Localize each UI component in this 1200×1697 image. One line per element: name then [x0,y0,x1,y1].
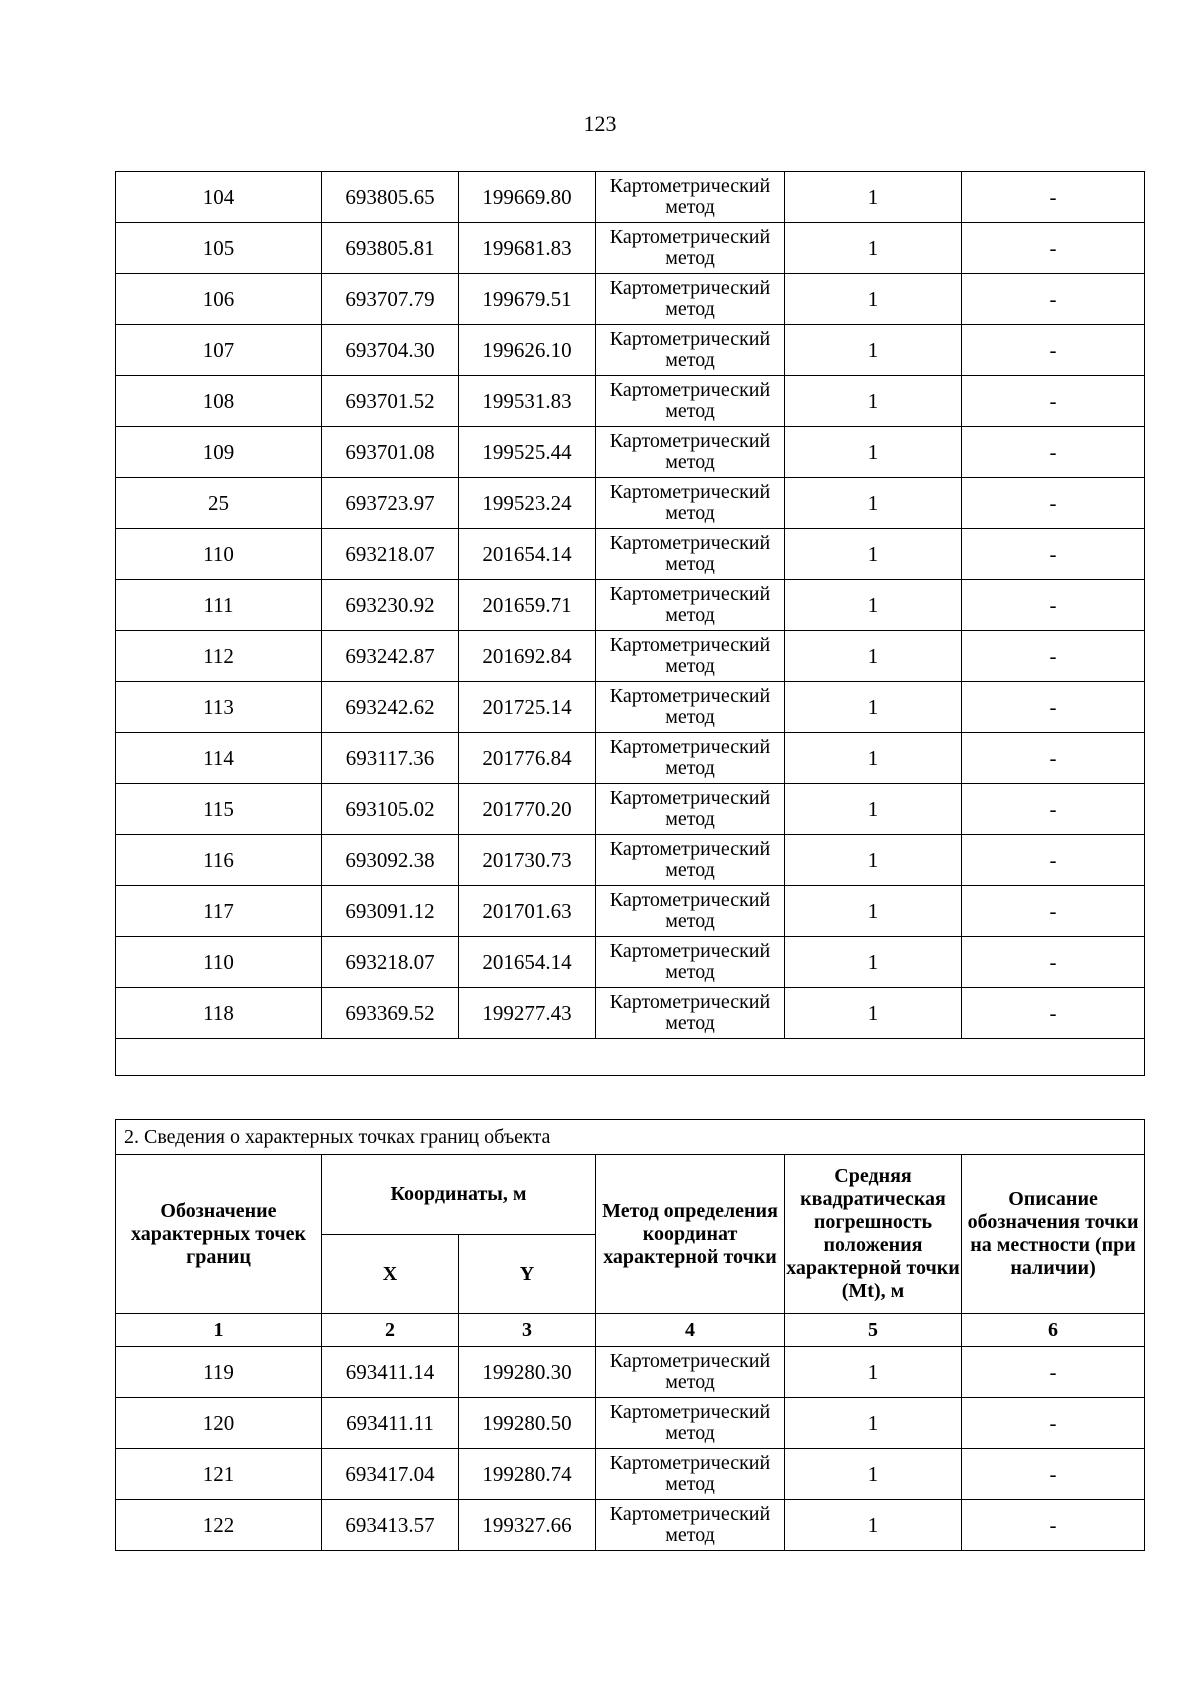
method-line: Картометрический [609,787,771,809]
error-cell: 1 [785,1449,962,1500]
description-cell: - [962,1500,1145,1551]
method-line: метод [665,808,715,830]
x-coordinate-cell: 693723.97 [322,478,459,529]
method-line: метод [665,859,715,881]
point-cell: 104 [116,172,322,223]
method-cell [596,988,785,1039]
y-coordinate-cell: 201776.84 [459,733,596,784]
error-cell: 1 [785,172,962,223]
method-cell [596,1347,785,1398]
description-cell: - [962,988,1145,1039]
method-line: Картометрический [609,1401,771,1423]
method-line: метод [665,400,715,422]
y-coordinate-cell: 201659.71 [459,580,596,631]
x-coordinate-cell: 693701.08 [322,427,459,478]
y-coordinate-cell: 201725.14 [459,682,596,733]
method-line: Картометрический [609,481,771,503]
table-row [116,1449,1145,1500]
method-line: метод [665,1371,715,1393]
y-coordinate-cell: 199280.30 [459,1347,596,1398]
method-cell [596,529,785,580]
method-line: метод [665,553,715,575]
method-line: метод [665,298,715,320]
description-cell: - [962,886,1145,937]
method-line: метод [665,1524,715,1546]
point-cell: 107 [116,325,322,376]
description-cell: - [962,376,1145,427]
method-line: метод [665,961,715,983]
x-coordinate-cell: 693092.38 [322,835,459,886]
column-number: 6 [962,1314,1145,1347]
method-line: Картометрический [609,277,771,299]
method-line: метод [665,757,715,779]
table-row [116,172,1145,223]
method-line: Картометрический [609,940,771,962]
x-coordinate-cell: 693117.36 [322,733,459,784]
method-cell [596,376,785,427]
table-row [116,682,1145,733]
point-cell: 118 [116,988,322,1039]
x-coordinate-cell: 693411.11 [322,1398,459,1449]
table-row [116,325,1145,376]
boundary-points-table [115,1119,1145,1551]
y-coordinate-cell: 199523.24 [459,478,596,529]
header-x: X [322,1235,459,1314]
point-cell: 110 [116,529,322,580]
description-cell: - [962,1449,1145,1500]
description-cell: - [962,478,1145,529]
y-coordinate-cell: 201654.14 [459,529,596,580]
point-cell: 116 [116,835,322,886]
y-coordinate-cell: 199280.50 [459,1398,596,1449]
method-line: Картометрический [609,328,771,350]
description-cell: - [962,784,1145,835]
method-cell [596,733,785,784]
method-line: Картометрический [609,379,771,401]
method-cell [596,1398,785,1449]
boundary-points-table-continued [115,171,1145,1076]
error-cell: 1 [785,988,962,1039]
description-cell: - [962,580,1145,631]
column-number: 4 [596,1314,785,1347]
method-line: метод [665,451,715,473]
error-cell: 1 [785,835,962,886]
description-cell: - [962,1347,1145,1398]
x-coordinate-cell: 693411.14 [322,1347,459,1398]
error-cell: 1 [785,529,962,580]
header-description: Описание обозначения точки на местности (при наличии) [962,1155,1145,1314]
table-row [116,937,1145,988]
table1-body [116,172,1145,1039]
method-cell [596,223,785,274]
method-cell [596,1449,785,1500]
error-cell: 1 [785,1398,962,1449]
method-cell [596,325,785,376]
table-row [116,835,1145,886]
table-row [116,886,1145,937]
method-cell [596,274,785,325]
column-number: 5 [785,1314,962,1347]
error-cell: 1 [785,325,962,376]
error-cell: 1 [785,478,962,529]
x-coordinate-cell: 693105.02 [322,784,459,835]
description-cell: - [962,223,1145,274]
header-y: Y [459,1235,596,1314]
method-line: метод [665,655,715,677]
point-cell: 110 [116,937,322,988]
error-cell: 1 [785,580,962,631]
point-cell: 106 [116,274,322,325]
method-line: Картометрический [609,583,771,605]
x-coordinate-cell: 693242.87 [322,631,459,682]
empty-cell [116,1039,1145,1076]
x-coordinate-cell: 693805.65 [322,172,459,223]
point-cell: 113 [116,682,322,733]
y-coordinate-cell: 201770.20 [459,784,596,835]
header-error: Средняя квадратическая погрешность положения характерной точки (Mt), м [785,1155,962,1314]
method-cell [596,682,785,733]
method-line: Картометрический [609,1503,771,1525]
header-method: Метод определения координат характерной точки [596,1155,785,1314]
description-cell: - [962,682,1145,733]
error-cell: 1 [785,1347,962,1398]
point-cell: 25 [116,478,322,529]
table-row [116,274,1145,325]
y-coordinate-cell: 201701.63 [459,886,596,937]
method-line: Картометрический [609,532,771,554]
method-line: Картометрический [609,991,771,1013]
y-coordinate-cell: 201692.84 [459,631,596,682]
method-line: Картометрический [609,1452,771,1474]
description-cell: - [962,937,1145,988]
description-cell: - [962,325,1145,376]
x-coordinate-cell: 693369.52 [322,988,459,1039]
page-number: 123 [583,111,617,136]
y-coordinate-cell: 199525.44 [459,427,596,478]
error-cell: 1 [785,784,962,835]
method-line: Картометрический [609,175,771,197]
method-line: метод [665,604,715,626]
x-coordinate-cell: 693230.92 [322,580,459,631]
method-line: метод [665,910,715,932]
column-numbers-row [116,1314,1145,1347]
point-cell: 120 [116,1398,322,1449]
method-cell [596,886,785,937]
point-cell: 109 [116,427,322,478]
point-cell: 115 [116,784,322,835]
point-cell: 122 [116,1500,322,1551]
table-row [116,427,1145,478]
error-cell: 1 [785,427,962,478]
method-line: метод [665,247,715,269]
point-cell: 114 [116,733,322,784]
method-line: Картометрический [609,838,771,860]
method-line: метод [665,706,715,728]
table-row [116,1500,1145,1551]
error-cell: 1 [785,682,962,733]
method-line: Картометрический [609,1350,771,1372]
x-coordinate-cell: 693701.52 [322,376,459,427]
method-line: Картометрический [609,685,771,707]
empty-row [116,1039,1145,1076]
error-cell: 1 [785,376,962,427]
table-row [116,988,1145,1039]
method-line: Картометрический [609,430,771,452]
table-row [116,733,1145,784]
method-cell [596,937,785,988]
table-row [116,784,1145,835]
error-cell: 1 [785,223,962,274]
y-coordinate-cell: 201730.73 [459,835,596,886]
description-cell: - [962,835,1145,886]
description-cell: - [962,529,1145,580]
method-cell [596,631,785,682]
column-number: 1 [116,1314,322,1347]
table-row [116,1398,1145,1449]
method-line: Картометрический [609,736,771,758]
error-cell: 1 [785,274,962,325]
column-number: 3 [459,1314,596,1347]
x-coordinate-cell: 693805.81 [322,223,459,274]
error-cell: 1 [785,1500,962,1551]
method-line: Картометрический [609,634,771,656]
table-row [116,376,1145,427]
table-row [116,223,1145,274]
y-coordinate-cell: 201654.14 [459,937,596,988]
y-coordinate-cell: 199277.43 [459,988,596,1039]
table-caption-row [116,1120,1145,1155]
method-cell [596,580,785,631]
method-cell [596,835,785,886]
description-cell: - [962,631,1145,682]
method-line: метод [665,1012,715,1034]
table-row [116,580,1145,631]
table-row [116,529,1145,580]
x-coordinate-cell: 693704.30 [322,325,459,376]
point-cell: 117 [116,886,322,937]
x-coordinate-cell: 693413.57 [322,1500,459,1551]
description-cell: - [962,1398,1145,1449]
method-line: метод [665,1422,715,1444]
method-line: Картометрический [609,889,771,911]
method-cell [596,1500,785,1551]
table2-body [116,1347,1145,1551]
table-row [116,631,1145,682]
column-number: 2 [322,1314,459,1347]
point-cell: 112 [116,631,322,682]
y-coordinate-cell: 199531.83 [459,376,596,427]
method-line: метод [665,502,715,524]
point-cell: 108 [116,376,322,427]
header-designation: Обозначение характерных точек границ [116,1155,322,1314]
method-cell [596,172,785,223]
method-line: метод [665,196,715,218]
error-cell: 1 [785,937,962,988]
description-cell: - [962,427,1145,478]
error-cell: 1 [785,631,962,682]
method-cell [596,784,785,835]
error-cell: 1 [785,733,962,784]
y-coordinate-cell: 199626.10 [459,325,596,376]
method-line: метод [665,1473,715,1495]
method-cell [596,427,785,478]
x-coordinate-cell: 693091.12 [322,886,459,937]
y-coordinate-cell: 199669.80 [459,172,596,223]
header-coordinates: Координаты, м [322,1155,596,1235]
y-coordinate-cell: 199280.74 [459,1449,596,1500]
x-coordinate-cell: 693707.79 [322,274,459,325]
method-cell [596,478,785,529]
x-coordinate-cell: 693417.04 [322,1449,459,1500]
description-cell: - [962,172,1145,223]
point-cell: 105 [116,223,322,274]
point-cell: 119 [116,1347,322,1398]
point-cell: 111 [116,580,322,631]
method-line: метод [665,349,715,371]
error-cell: 1 [785,886,962,937]
x-coordinate-cell: 693218.07 [322,937,459,988]
description-cell: - [962,733,1145,784]
header-row-top [116,1155,1145,1235]
x-coordinate-cell: 693218.07 [322,529,459,580]
description-cell: - [962,274,1145,325]
table-row [116,1347,1145,1398]
x-coordinate-cell: 693242.62 [322,682,459,733]
point-cell: 121 [116,1449,322,1500]
method-line: Картометрический [609,226,771,248]
y-coordinate-cell: 199681.83 [459,223,596,274]
y-coordinate-cell: 199327.66 [459,1500,596,1551]
table-row [116,478,1145,529]
y-coordinate-cell: 199679.51 [459,274,596,325]
table-caption: 2. Сведения о характерных точках границ объекта [116,1120,1145,1155]
